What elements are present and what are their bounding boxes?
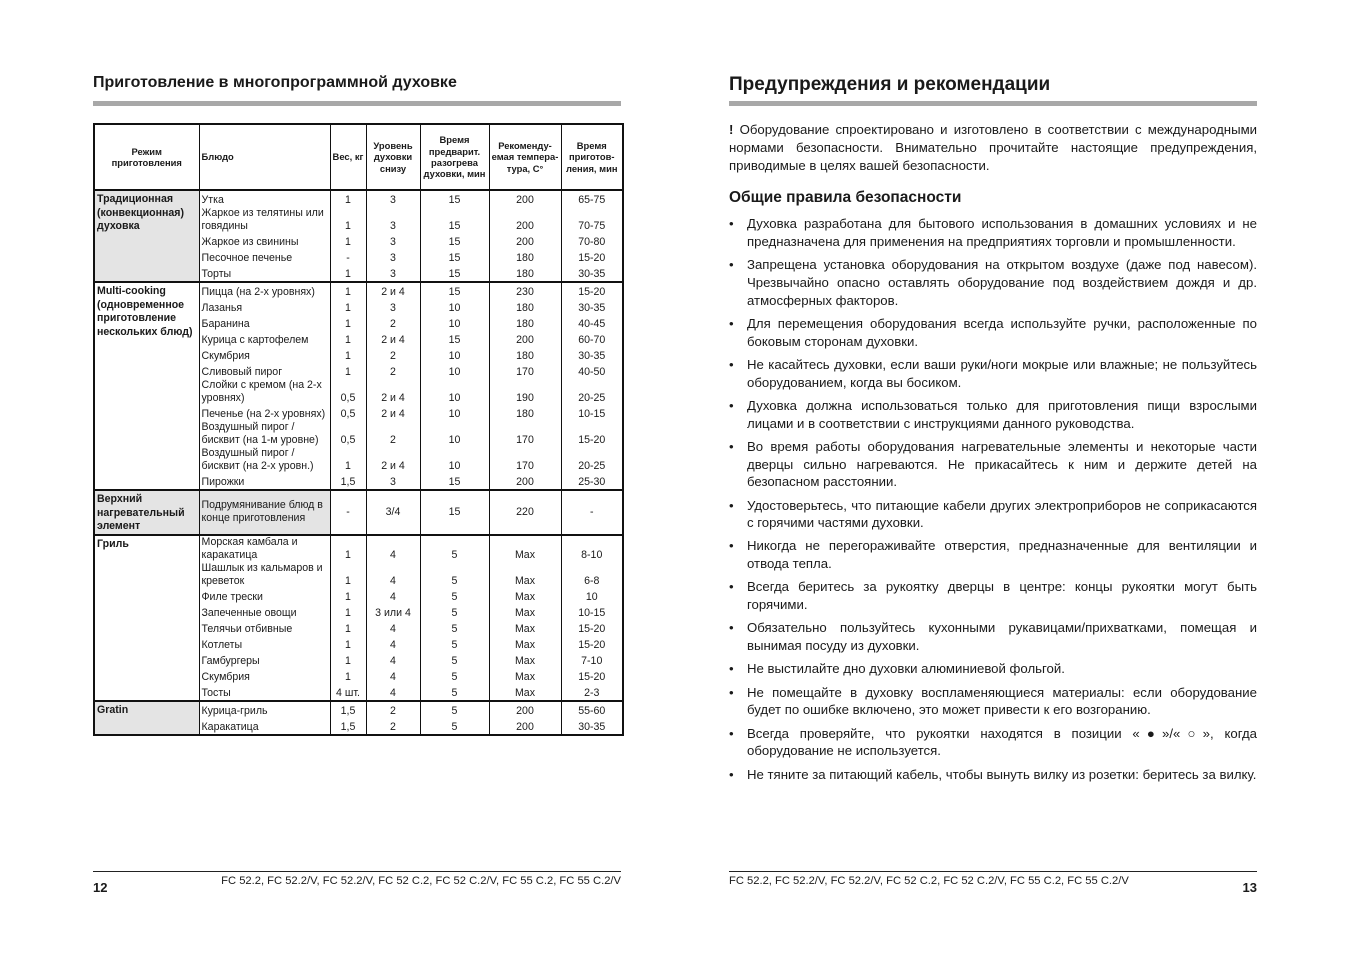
list-item [729, 497, 1257, 533]
level-cell: 3 [366, 265, 420, 282]
list-item [729, 438, 1257, 491]
level-cell: 4 [366, 562, 420, 588]
cook-time-cell: 15-20 [561, 668, 623, 684]
preheat-cell: 15 [420, 190, 489, 207]
list-item [729, 256, 1257, 309]
dish-cell: Запеченные овощи [199, 604, 330, 620]
preheat-cell: 5 [420, 684, 489, 701]
bullet-icon: • [729, 438, 734, 454]
cook-time-cell: 7-10 [561, 652, 623, 668]
weight-cell: 0,5 [330, 421, 366, 447]
temperature-cell: Max [489, 636, 561, 652]
temperature-cell: Max [489, 562, 561, 588]
cook-time-cell: 15-20 [561, 282, 623, 299]
cook-time-cell: 30-35 [561, 299, 623, 315]
rule-text: Удостоверьтесь, что питающие кабели других электроприборов не соприкасаются с горячими частями духовки. [747, 497, 1257, 531]
bullet-icon: • [729, 356, 734, 372]
weight-cell: 1 [330, 562, 366, 588]
temperature-cell: Max [489, 604, 561, 620]
cook-time-cell: 40-45 [561, 315, 623, 331]
weight-cell: 1 [330, 315, 366, 331]
level-cell: 2 и 4 [366, 282, 420, 299]
preheat-cell: 5 [420, 636, 489, 652]
list-item [729, 660, 1257, 678]
preheat-cell: 15 [420, 207, 489, 233]
section-subtitle: Общие правила безопасности [729, 189, 962, 206]
warning-mark: ! [729, 122, 734, 137]
temperature-cell: 190 [489, 379, 561, 405]
level-cell: 2 и 4 [366, 379, 420, 405]
cook-time-cell: 70-80 [561, 233, 623, 249]
weight-cell: 1 [330, 620, 366, 636]
list-item [729, 537, 1257, 573]
mode-group [94, 535, 623, 701]
title-rule [93, 101, 621, 106]
rule-text: Обязательно пользуйтесь кухонными рукавицами/прихватками, помещая и вынимая посуду из духовки. [747, 620, 1257, 654]
bullet-icon: • [729, 538, 734, 554]
weight-cell: 1 [330, 233, 366, 249]
level-cell: 3 или 4 [366, 604, 420, 620]
cook-time-cell: 70-75 [561, 207, 623, 233]
mode-group [94, 490, 623, 535]
bullet-icon: • [729, 497, 734, 513]
mode-cell: Верхний нагревательный элемент [94, 490, 199, 535]
cook-time-cell: 15-20 [561, 620, 623, 636]
cook-time-cell: 40-50 [561, 363, 623, 379]
weight-cell: 0,5 [330, 405, 366, 421]
dish-cell: Морская камбала и каракатица [199, 535, 330, 562]
rule-text: Во время работы оборудования нагревательные элементы и некоторые части дверцы сильно нагреваются. Не прикасайтесь к ним и держите детей на безопасном расстоянии. [747, 438, 1257, 490]
temperature-cell: 200 [489, 701, 561, 718]
weight-cell: 1 [330, 190, 366, 207]
level-cell: 3 [366, 233, 420, 249]
weight-cell: 1 [330, 299, 366, 315]
cook-time-cell: 10 [561, 588, 623, 604]
bullet-icon: • [729, 256, 734, 272]
weight-cell: 1 [330, 331, 366, 347]
preheat-cell: 5 [420, 668, 489, 684]
weight-cell: 1 [330, 636, 366, 652]
list-item [729, 619, 1257, 655]
preheat-cell: 5 [420, 620, 489, 636]
mode-cell: Multi-cooking (одновременное приготовление нескольких блюд) [94, 282, 199, 490]
cook-time-cell: 15-20 [561, 421, 623, 447]
bullet-icon: • [729, 725, 734, 741]
dish-cell: Курица с картофелем [199, 331, 330, 347]
dish-cell: Лазанья [199, 299, 330, 315]
header-mode: Режим приготовления [94, 124, 199, 190]
cook-time-cell: 30-35 [561, 718, 623, 735]
temperature-cell: Max [489, 668, 561, 684]
preheat-cell: 5 [420, 652, 489, 668]
dish-cell: Телячьи отбивные [199, 620, 330, 636]
preheat-cell: 5 [420, 535, 489, 562]
preheat-cell: 5 [420, 718, 489, 735]
left-page-title: Приготовление в многопрограммной духовке [93, 74, 457, 91]
weight-cell: 1 [330, 668, 366, 684]
header-cook-time: Время приготов-ления, мин [561, 124, 623, 190]
temperature-cell: 220 [489, 490, 561, 535]
weight-cell: 1 [330, 535, 366, 562]
header-level: Уровень духовки снизу [366, 124, 420, 190]
weight-cell: 1 [330, 447, 366, 473]
dish-cell: Скумбрия [199, 347, 330, 363]
safety-rules-list [729, 215, 1257, 789]
cook-time-cell: 30-35 [561, 347, 623, 363]
preheat-cell: 15 [420, 473, 489, 490]
temperature-cell: 180 [489, 347, 561, 363]
weight-cell: 1,5 [330, 718, 366, 735]
weight-cell: 1,5 [330, 701, 366, 718]
temperature-cell: 200 [489, 718, 561, 735]
header-weight: Вес, кг [330, 124, 366, 190]
dish-cell: Сливовый пирог [199, 363, 330, 379]
bullet-icon: • [729, 397, 734, 413]
cook-time-cell: 25-30 [561, 473, 623, 490]
dish-cell: Пицца (на 2-х уровнях) [199, 282, 330, 299]
mode-group [94, 190, 623, 282]
footer-rule [93, 871, 621, 872]
table-row [94, 282, 623, 299]
cook-time-cell: 60-70 [561, 331, 623, 347]
dish-cell: Торты [199, 265, 330, 282]
bullet-icon: • [729, 579, 734, 595]
temperature-cell: 200 [489, 190, 561, 207]
list-item [729, 684, 1257, 720]
rule-text: Духовка должна использоваться только для приготовления пищи взрослыми лицами и в соответствии с инструкциями данного руководства. [747, 397, 1257, 431]
dish-cell: Баранина [199, 315, 330, 331]
cook-time-cell: 10-15 [561, 405, 623, 421]
cook-time-cell: 55-60 [561, 701, 623, 718]
temperature-cell: Max [489, 684, 561, 701]
page-number: 13 [1242, 880, 1257, 895]
cook-time-cell: 20-25 [561, 379, 623, 405]
weight-cell: 0,5 [330, 379, 366, 405]
preheat-cell: 10 [420, 447, 489, 473]
header-temperature: Рекоменду-емая темпера-тура, С° [489, 124, 561, 190]
cook-time-cell: 10-15 [561, 604, 623, 620]
cook-time-cell: 20-25 [561, 447, 623, 473]
intro-text: Оборудование спроектировано и изготовлено в соответствии с международными нормами безопасности. Внимательно прочитайте настоящие предупреждения, приводимые в целях вашей безопасности. [729, 122, 1257, 173]
dish-cell: Песочное печенье [199, 249, 330, 265]
rule-text: Всегда беритесь за рукоятку дверцы в центре: концы рукоятки могут быть горячими. [747, 579, 1257, 613]
rule-text: Не выстилайте дно духовки алюминиевой фольгой. [747, 661, 1065, 677]
list-item [729, 578, 1257, 614]
level-cell: 2 [366, 701, 420, 718]
preheat-cell: 10 [420, 347, 489, 363]
level-cell: 4 [366, 652, 420, 668]
level-cell: 2 и 4 [366, 405, 420, 421]
preheat-cell: 5 [420, 701, 489, 718]
temperature-cell: Max [489, 652, 561, 668]
dish-cell: Скумбрия [199, 668, 330, 684]
dish-cell: Жаркое из телятины или говядины [199, 207, 330, 233]
bullet-icon: • [729, 684, 734, 700]
preheat-cell: 5 [420, 562, 489, 588]
weight-cell: 4 шт. [330, 684, 366, 701]
rule-text: Не касайтесь духовки, если ваши руки/ноги мокрые или влажные; не пользуйтесь оборудованием, когда вы босиком. [747, 356, 1257, 390]
preheat-cell: 15 [420, 265, 489, 282]
table-row [94, 535, 623, 562]
temperature-cell: 200 [489, 233, 561, 249]
bullet-icon: • [729, 620, 734, 636]
level-cell: 2 [366, 363, 420, 379]
level-cell: 2 и 4 [366, 331, 420, 347]
bullet-icon: • [729, 661, 734, 677]
title-rule [729, 101, 1257, 106]
rule-text: Всегда проверяйте, что рукоятки находятся в позиции «●»/«○», когда оборудование не используется. [747, 725, 1257, 759]
list-item [729, 725, 1257, 761]
preheat-cell: 10 [420, 421, 489, 447]
level-cell: 4 [366, 620, 420, 636]
preheat-cell: 10 [420, 299, 489, 315]
dish-cell: Шашлык из кальмаров и креветок [199, 562, 330, 588]
level-cell: 2 [366, 718, 420, 735]
temperature-cell: Max [489, 588, 561, 604]
preheat-cell: 10 [420, 315, 489, 331]
weight-cell: 1 [330, 282, 366, 299]
rule-text: Не помещайте в духовку воспламеняющиеся материалы: если оборудование будет по ошибке включено, это может привести к его возгоранию. [747, 684, 1257, 718]
mode-group [94, 701, 623, 735]
bullet-icon: • [729, 315, 734, 331]
list-item [729, 397, 1257, 433]
rule-text: Духовка разработана для бытового использования в домашних условиях и не предназначена для применения на предприятиях торговли и промышленности. [747, 216, 1257, 249]
level-cell: 3 [366, 473, 420, 490]
preheat-cell: 10 [420, 379, 489, 405]
weight-cell: 1 [330, 604, 366, 620]
dish-cell: Котлеты [199, 636, 330, 652]
table-row [94, 701, 623, 718]
intro-paragraph [729, 121, 1257, 174]
dish-cell: Пирожки [199, 473, 330, 490]
model-list: FC 52.2, FC 52.2/V, FC 52.2/V, FC 52 C.2, FC 52 C.2/V, FC 55 C.2, FC 55 C.2/V [221, 875, 621, 887]
weight-cell: 1 [330, 363, 366, 379]
temperature-cell: 200 [489, 473, 561, 490]
level-cell: 4 [366, 636, 420, 652]
weight-cell: 1 [330, 588, 366, 604]
cook-time-cell: 15-20 [561, 636, 623, 652]
preheat-cell: 10 [420, 363, 489, 379]
cooking-table [93, 123, 624, 736]
level-cell: 2 [366, 421, 420, 447]
weight-cell: - [330, 249, 366, 265]
dish-cell: Воздушный пирог / бисквит (на 2-х уровн.) [199, 447, 330, 473]
cook-time-cell: 65-75 [561, 190, 623, 207]
rule-text: Для перемещения оборудования всегда используйте ручки, расположенные по боковым сторонам духовки. [747, 315, 1257, 349]
level-cell: 2 [366, 347, 420, 363]
dish-cell: Жаркое из свинины [199, 233, 330, 249]
weight-cell: 1 [330, 652, 366, 668]
dish-cell: Филе трески [199, 588, 330, 604]
preheat-cell: 15 [420, 249, 489, 265]
table-row [94, 190, 623, 207]
cook-time-cell: 8-10 [561, 535, 623, 562]
temperature-cell: 200 [489, 207, 561, 233]
mode-cell: Традиционная (конвекционная) духовка [94, 190, 199, 282]
level-cell: 2 и 4 [366, 447, 420, 473]
dish-cell: Слойки с кремом (на 2-х уровнях) [199, 379, 330, 405]
level-cell: 2 [366, 315, 420, 331]
dish-cell: Каракатица [199, 718, 330, 735]
preheat-cell: 15 [420, 490, 489, 535]
dish-cell: Тосты [199, 684, 330, 701]
level-cell: 4 [366, 588, 420, 604]
weight-cell: 1 [330, 347, 366, 363]
preheat-cell: 5 [420, 604, 489, 620]
level-cell: 3/4 [366, 490, 420, 535]
dish-cell: Курица-гриль [199, 701, 330, 718]
preheat-cell: 15 [420, 233, 489, 249]
temperature-cell: 230 [489, 282, 561, 299]
temperature-cell: Max [489, 620, 561, 636]
mode-group [94, 282, 623, 490]
page-number: 12 [93, 880, 108, 895]
level-cell: 4 [366, 684, 420, 701]
temperature-cell: 180 [489, 249, 561, 265]
temperature-cell: 170 [489, 447, 561, 473]
temperature-cell: 180 [489, 405, 561, 421]
mode-cell: Гриль [94, 535, 199, 701]
temperature-cell: 180 [489, 315, 561, 331]
weight-cell: - [330, 490, 366, 535]
cook-time-cell: 15-20 [561, 249, 623, 265]
temperature-cell: 170 [489, 421, 561, 447]
cook-time-cell: 2-3 [561, 684, 623, 701]
list-item [729, 315, 1257, 351]
header-preheat: Время предварит. разогрева духовки, мин [420, 124, 489, 190]
header-dish: Блюдо [199, 124, 330, 190]
preheat-cell: 15 [420, 282, 489, 299]
dish-cell: Гамбургеры [199, 652, 330, 668]
weight-cell: 1 [330, 207, 366, 233]
cook-time-cell: 30-35 [561, 265, 623, 282]
temperature-cell: Max [489, 535, 561, 562]
list-item [729, 215, 1257, 251]
dish-cell: Печенье (на 2-х уровнях) [199, 405, 330, 421]
level-cell: 4 [366, 668, 420, 684]
temperature-cell: 180 [489, 299, 561, 315]
cook-time-cell: - [561, 490, 623, 535]
level-cell: 3 [366, 249, 420, 265]
table-header-row [94, 124, 623, 190]
footer-rule [729, 871, 1257, 872]
temperature-cell: 180 [489, 265, 561, 282]
weight-cell: 1 [330, 265, 366, 282]
temperature-cell: 170 [489, 363, 561, 379]
rule-text: Не тяните за питающий кабель, чтобы вынуть вилку из розетки: беритесь за вилку. [747, 766, 1257, 782]
right-page-title: Предупреждения и рекомендации [729, 74, 1051, 95]
level-cell: 4 [366, 535, 420, 562]
list-item [729, 356, 1257, 392]
list-item [729, 766, 1257, 784]
dish-cell: Воздушный пирог / бисквит (на 1-м уровне) [199, 421, 330, 447]
cook-time-cell: 6-8 [561, 562, 623, 588]
bullet-icon: • [729, 766, 734, 782]
dish-cell: Подрумянивание блюд в конце приготовления [199, 490, 330, 535]
model-list: FC 52.2, FC 52.2/V, FC 52.2/V, FC 52 C.2, FC 52 C.2/V, FC 55 C.2, FC 55 C.2/V [729, 875, 1129, 887]
temperature-cell: 200 [489, 331, 561, 347]
preheat-cell: 15 [420, 331, 489, 347]
rule-text: Никогда не перегораживайте отверстия, предназначенные для вентиляции и отвода тепла. [747, 538, 1257, 572]
level-cell: 3 [366, 299, 420, 315]
level-cell: 3 [366, 190, 420, 207]
level-cell: 3 [366, 207, 420, 233]
dish-cell: Утка [199, 190, 330, 207]
mode-cell: Gratin [94, 701, 199, 735]
table-row [94, 490, 623, 535]
weight-cell: 1,5 [330, 473, 366, 490]
preheat-cell: 10 [420, 405, 489, 421]
preheat-cell: 5 [420, 588, 489, 604]
rule-text: Запрещена установка оборудования на открытом воздухе (даже под навесом). Чрезвычайно опасно оставлять оборудование под воздействием дождя и др. атмосферных факторов. [747, 256, 1257, 308]
bullet-icon: • [729, 216, 734, 231]
